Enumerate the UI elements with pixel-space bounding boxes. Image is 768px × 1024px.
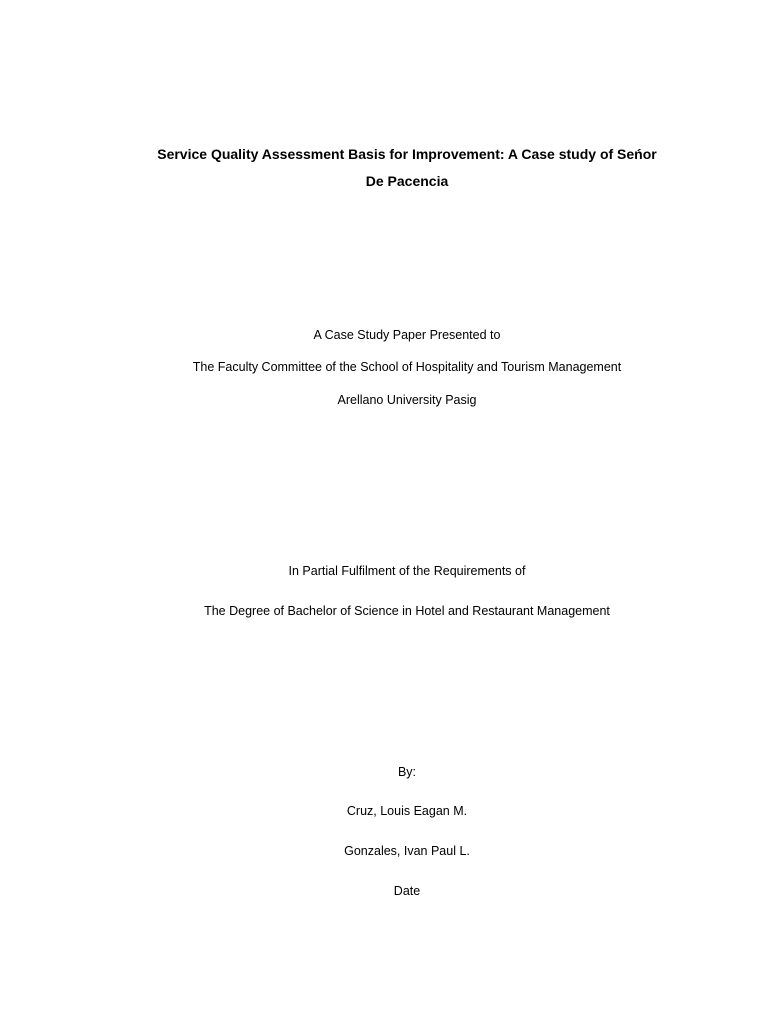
author-name: Cruz, Louis Eagan M. xyxy=(346,804,468,818)
by-label: By: xyxy=(397,765,417,779)
university-line: Arellano University Pasig xyxy=(337,393,477,407)
partial-fulfilment-line: In Partial Fulfilment of the Requirements of xyxy=(288,564,526,578)
presented-to-line: A Case Study Paper Presented to xyxy=(313,328,501,342)
date-label: Date xyxy=(393,884,421,898)
paper-title-line-2: De Pacencia xyxy=(365,173,449,189)
paper-title-line-1: Service Quality Assessment Basis for Improvement: A Case study of Seńor xyxy=(157,146,657,162)
author-name: Gonzales, Ivan Paul L. xyxy=(344,844,470,858)
faculty-committee-line: The Faculty Committee of the School of Hospitality and Tourism Management xyxy=(192,360,622,374)
degree-line: The Degree of Bachelor of Science in Hotel and Restaurant Management xyxy=(204,604,610,618)
